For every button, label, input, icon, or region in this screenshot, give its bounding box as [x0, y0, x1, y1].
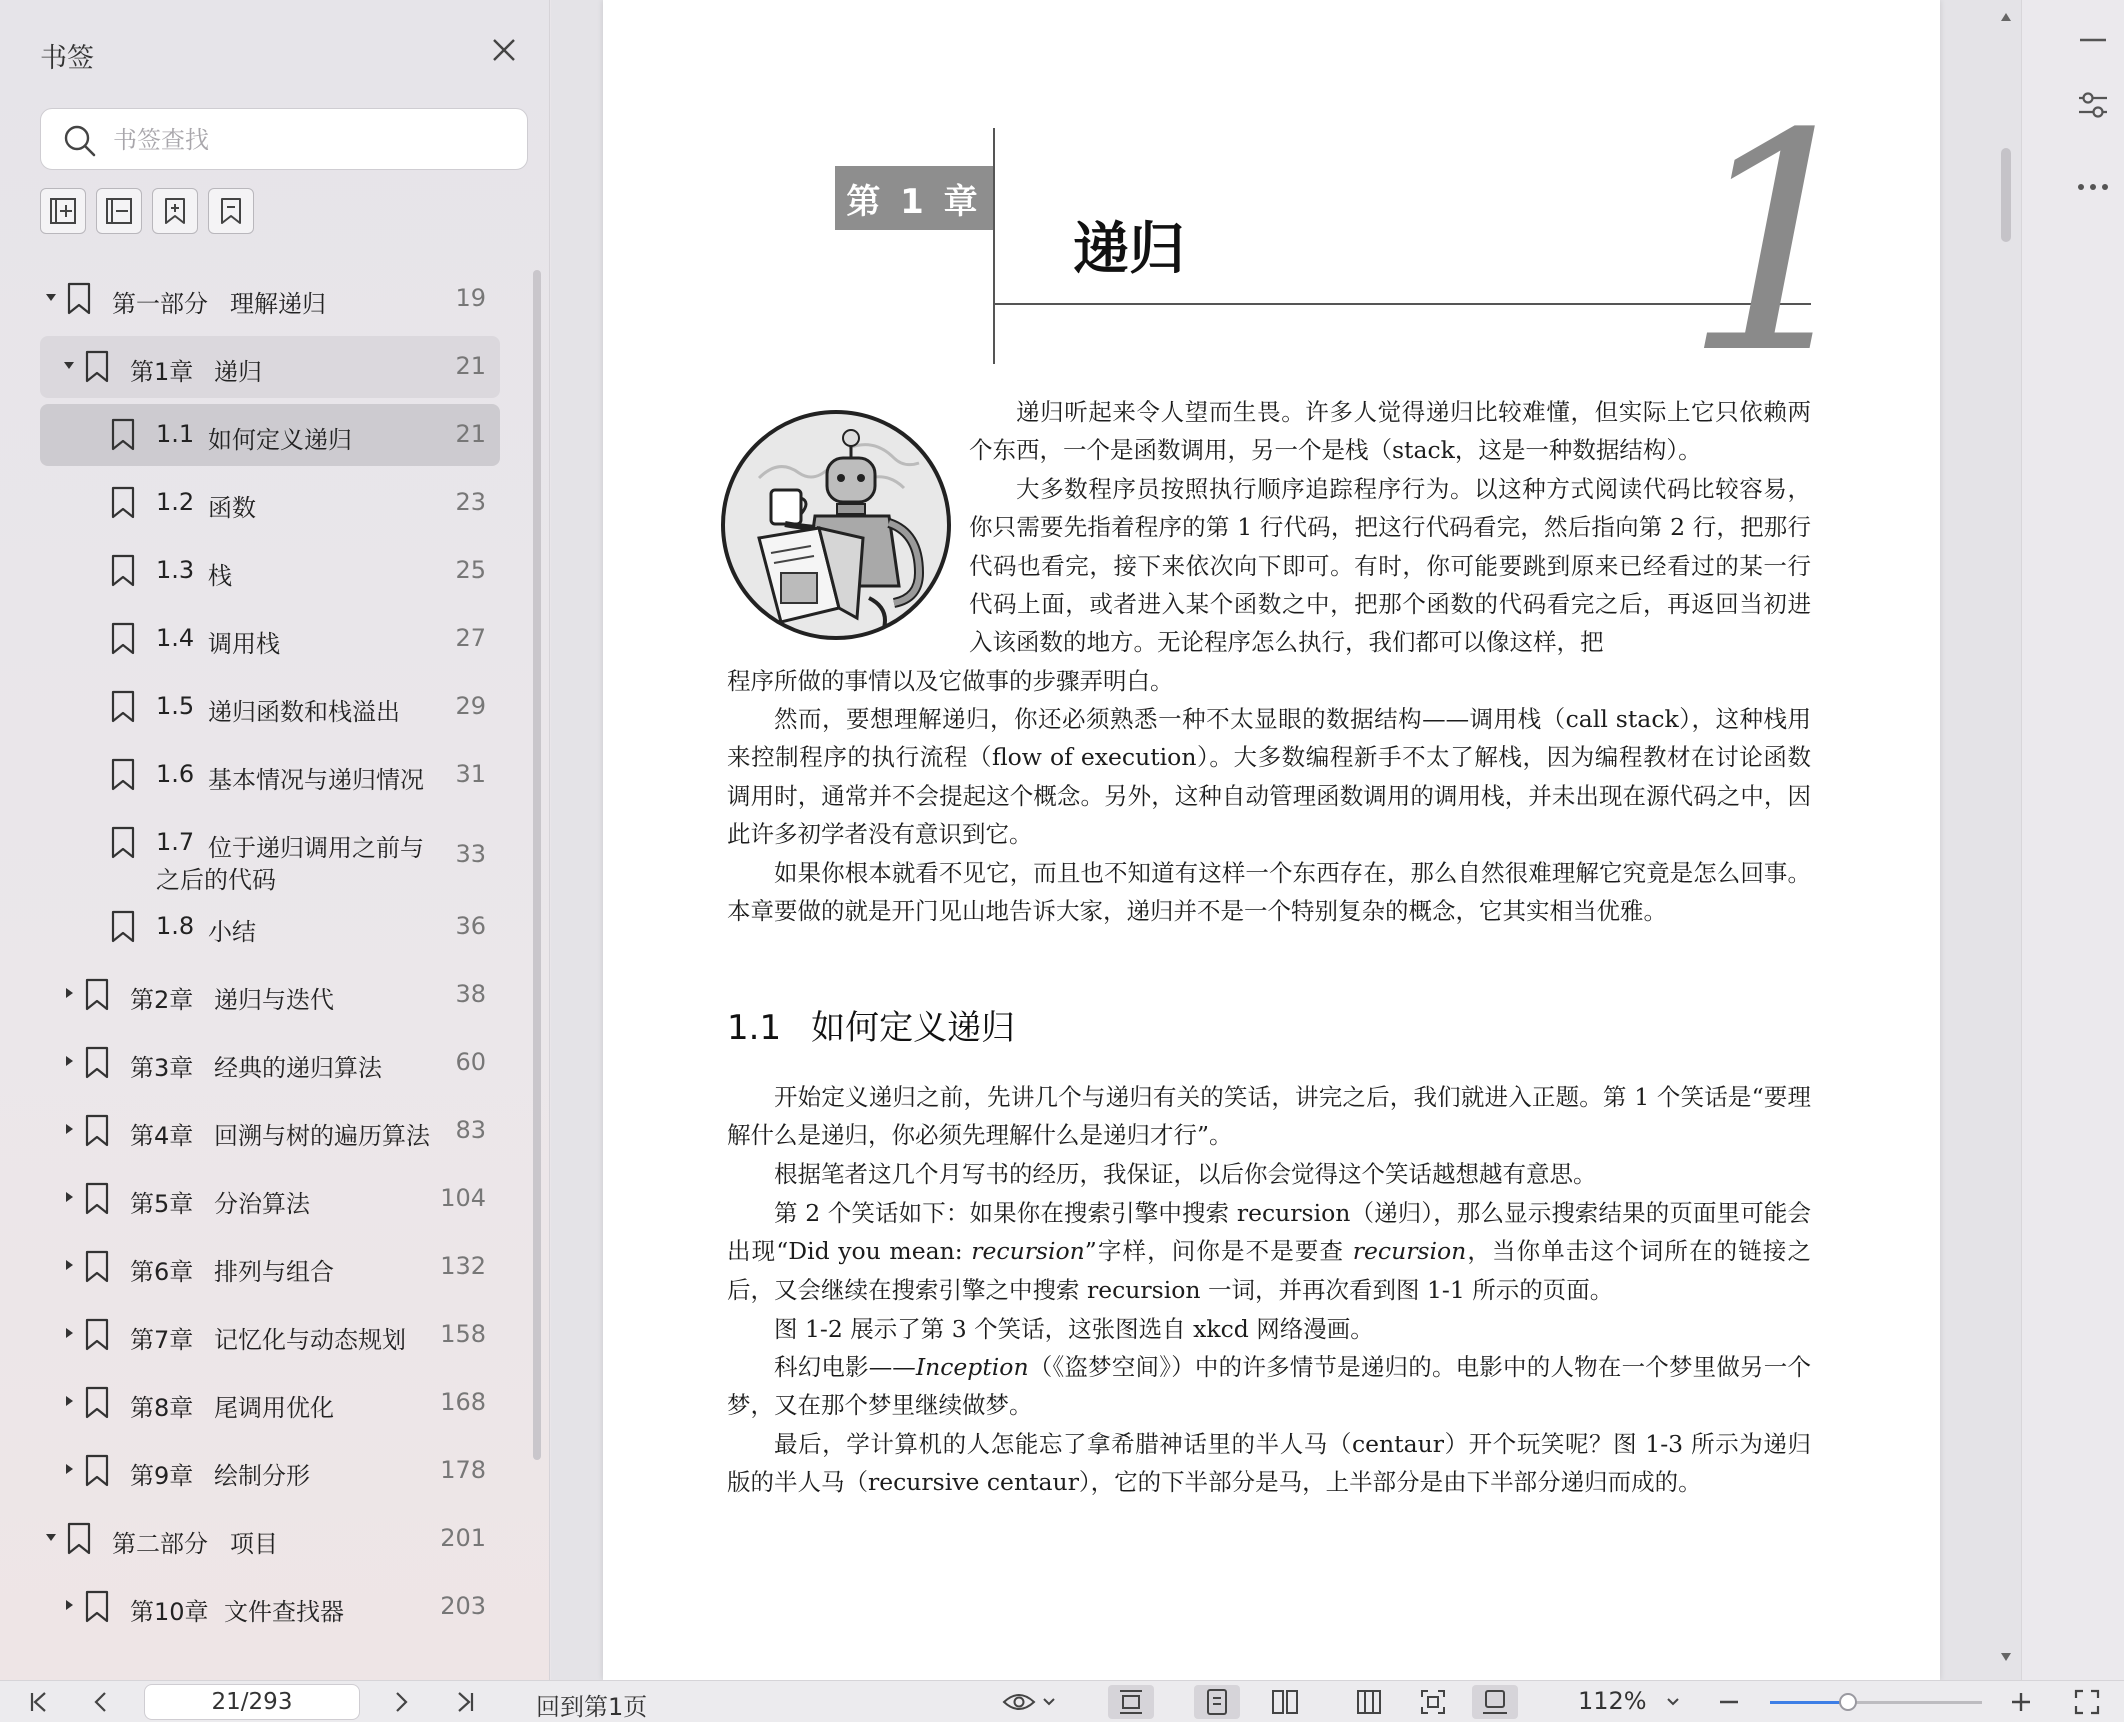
bookmark-page-number: 201: [440, 1524, 486, 1552]
actual-size-button[interactable]: [1472, 1685, 1518, 1719]
bookmark-item[interactable]: [40, 812, 500, 896]
intro-paragraph-2: [969, 470, 1811, 661]
bookmark-item-number: 第1章: [130, 358, 194, 386]
bookmark-item[interactable]: [40, 336, 500, 398]
minus-icon: [1717, 1690, 1741, 1714]
continuous-scroll-button[interactable]: [1108, 1685, 1154, 1719]
bookmark-item-label-continued: 之后的代码: [156, 866, 276, 894]
intro-paragraph-3: 然而，要想理解递归，你还必须熟悉一种不太显眼的数据结构——调用栈（call stack），这种栈用来控制程序的执行流程（flow of execution）。大多数编程新手不太了解栈，因为编程教材在讨论函数调用时，通常并不会提起这个概念。另外，这种自动管理函数调用的调用栈，并未出现在源代码之中，因此许多初学者没有意识到它。: [727, 705, 1811, 848]
sidebar-scrollbar[interactable]: [533, 270, 541, 1460]
fullscreen-button[interactable]: [2070, 1685, 2104, 1719]
bookmark-item-number: 第7章: [130, 1326, 194, 1354]
body-paragraph-4: 图 1-2 展示了第 3 个笑话，这张图选自 xkcd 网络漫画。: [774, 1315, 1374, 1343]
chapter-badge: 第 1 章: [835, 166, 993, 230]
fit-page-icon: [1419, 1688, 1447, 1716]
section-heading: [727, 1000, 1015, 1049]
bookmark-item-number: 1.2: [156, 488, 195, 516]
bookmark-icon: [84, 1318, 110, 1352]
caret-right-icon[interactable]: [62, 1258, 76, 1272]
body-paragraph-5: [727, 1348, 1811, 1425]
body-paragraph-3-b: ”字样，问你是不是要查: [1084, 1237, 1353, 1266]
fit-width-icon: [1355, 1688, 1383, 1716]
bookmark-item-number: 第10章: [130, 1598, 209, 1626]
caret-down-icon[interactable]: [44, 290, 58, 304]
bookmark-item[interactable]: [40, 1372, 500, 1434]
caret-down-icon[interactable]: [44, 1530, 58, 1544]
zoom-slider-fill: [1770, 1701, 1848, 1704]
bookmark-item[interactable]: [40, 540, 500, 602]
collapse-all-icon: [103, 195, 135, 227]
body-paragraph-1: 开始定义递归之前，先讲几个与递归有关的笑话，讲完之后，我们就进入正题。第 1 个笑话是“要理解什么是递归，你必须先理解什么是递归才行”。: [727, 1083, 1811, 1150]
first-page-button[interactable]: [22, 1685, 56, 1719]
chevron-down-icon: [1042, 1697, 1056, 1707]
bookmark-item-label: 项目: [230, 1530, 278, 1558]
bookmark-item-number: 第一部分: [112, 290, 208, 318]
bookmark-item-number: 1.1: [156, 420, 195, 448]
section-title: 如何定义递归: [811, 1008, 1016, 1048]
caret-right-icon[interactable]: [62, 1394, 76, 1408]
bookmark-page-number: 21: [455, 420, 486, 448]
bookmark-page-number: 29: [455, 692, 486, 720]
bookmark-icon: [110, 486, 136, 520]
bookmark-icon: [110, 758, 136, 792]
caret-right-icon[interactable]: [62, 1598, 76, 1612]
chapter-number: 1: [1683, 70, 1874, 419]
actual-size-icon: [1481, 1688, 1509, 1716]
bookmark-icon: [84, 1046, 110, 1080]
bookmark-icon: [84, 1454, 110, 1488]
caret-right-icon[interactable]: [62, 1326, 76, 1340]
fit-page-button[interactable]: [1410, 1685, 1456, 1719]
bookmark-item-number: 1.3: [156, 556, 195, 584]
bookmark-item-label: 递归函数和栈溢出: [208, 698, 400, 726]
bookmark-page-number: 104: [440, 1184, 486, 1212]
bookmark-search-input[interactable]: [113, 119, 513, 161]
bookmark-icon: [110, 910, 136, 944]
intro-paragraph-1-text: 递归听起来令人望而生畏。许多人觉得递归比较难懂，但实际上它只依赖两个东西，一个是函数调用，另一个是栈（stack，这是一种数据结构）。: [969, 398, 1811, 465]
goto-first-page-link[interactable]: 回到第1页: [536, 1693, 648, 1721]
add-bookmark-icon: [159, 195, 191, 227]
bookmark-icon: [110, 554, 136, 588]
document-page: [603, 0, 1940, 1680]
single-page-icon: [1205, 1688, 1229, 1716]
collapse-all-button[interactable]: [96, 188, 142, 234]
bookmark-icon: [110, 690, 136, 724]
bookmark-item-number: 第8章: [130, 1394, 194, 1422]
page-number-input[interactable]: [144, 1684, 360, 1720]
prev-page-button[interactable]: [84, 1685, 118, 1719]
bookmark-item[interactable]: [40, 1440, 500, 1502]
body-paragraph-3-c: ，当你单击这个词所在的链接之后，又会继续在搜索引擎之中搜索 recursion 一词，并再次看到图 1-1 所示的页面。: [727, 1237, 1812, 1304]
bookmark-button[interactable]: [208, 188, 254, 234]
bookmark-item-number: 第5章: [130, 1190, 194, 1218]
bookmark-page-number: 203: [440, 1592, 486, 1620]
bookmark-item-label: 位于递归调用之前与: [208, 834, 424, 862]
last-page-button[interactable]: [448, 1685, 482, 1719]
bookmark-item-number: 第9章: [130, 1462, 194, 1490]
caret-right-icon[interactable]: [62, 1054, 76, 1068]
robot-reading-illustration: [719, 408, 953, 642]
fit-width-button[interactable]: [1346, 1685, 1392, 1719]
bookmark-item-label: 基本情况与递归情况: [208, 766, 424, 794]
two-page-button[interactable]: [1262, 1685, 1308, 1719]
bookmark-page-number: 21: [455, 352, 486, 380]
bookmark-item-label: 栈: [208, 562, 232, 590]
bookmark-item[interactable]: [40, 268, 500, 330]
section-number: 1.1: [727, 1008, 782, 1048]
bookmark-item[interactable]: [40, 608, 500, 670]
bookmark-item-number: 第6章: [130, 1258, 194, 1286]
bookmark-item-label: 经典的递归算法: [214, 1054, 382, 1082]
minimize-icon[interactable]: [2078, 30, 2108, 50]
bookmark-item[interactable]: [40, 744, 500, 806]
continuous-page-icon: [1118, 1688, 1144, 1716]
bookmark-item[interactable]: [40, 1576, 500, 1638]
bookmark-page-number: 31: [455, 760, 486, 788]
body-paragraph-6: 最后，学计算机的人怎能忘了拿希腊神话里的半人马（centaur）开个玩笑呢？图 1-3 所示为递归版的半人马（recursive centaur），它的下半部分是马，上半部分是由下半部分递归而成的。: [727, 1430, 1811, 1497]
scrollbar-thumb[interactable]: [2001, 148, 2011, 242]
bookmark-page-number: 132: [440, 1252, 486, 1280]
zoom-in-button[interactable]: [2004, 1685, 2038, 1719]
caret-right-icon[interactable]: [62, 1122, 76, 1136]
bookmark-item[interactable]: [40, 1168, 500, 1230]
zoom-dropdown[interactable]: [1660, 1685, 1686, 1719]
chapter-divider-vertical: [993, 128, 995, 364]
document-scrollbar[interactable]: [1992, 0, 2020, 1680]
bookmark-item-label: 回溯与树的遍历算法: [214, 1122, 430, 1150]
single-page-button[interactable]: [1194, 1685, 1240, 1719]
bookmark-item-label: 递归与迭代: [214, 986, 334, 1014]
bottom-toolbar: [0, 1680, 2124, 1722]
caret-right-icon[interactable]: [62, 986, 76, 1000]
bookmark-item[interactable]: [40, 1304, 500, 1366]
bookmark-item[interactable]: [40, 676, 500, 738]
bookmark-item-number: 1.6: [156, 760, 195, 788]
bookmark-icon: [110, 418, 136, 452]
bookmark-sidebar: [0, 0, 550, 1680]
bookmark-item-label: 排列与组合: [214, 1258, 334, 1286]
settings-sliders-icon[interactable]: [2076, 88, 2110, 122]
search-icon: [63, 124, 97, 158]
bookmark-page-number: 27: [455, 624, 486, 652]
bookmark-page-number: 60: [455, 1048, 486, 1076]
chevron-down-icon: [1666, 1697, 1680, 1707]
zoom-slider[interactable]: [1770, 1701, 1982, 1704]
intro-paragraph-2-text: 大多数程序员按照执行顺序追踪程序行为。以这种方式阅读代码比较容易，你只需要先指着程序的第 1 行代码，把这行代码看完，然后指向第 2 行，把那行代码也看完，接下来依次向下即可。有时，你可能要跳到原来已经看过的某一行代码上面，或者进入某个函数之中，把那个函数的代码看完之后，再返回当初进入该函数的地方。无论程序怎么执行，我们都可以像这样，把: [969, 475, 1811, 657]
caret-right-icon[interactable]: [62, 1190, 76, 1204]
intro-paragraph-2-tail: 程序所做的事情以及它做事的步骤弄明白。: [727, 667, 1174, 695]
bookmark-icon: [84, 1250, 110, 1284]
bookmark-item-label: 尾调用优化: [214, 1394, 334, 1422]
body-paragraph-5-a: 科幻电影——: [774, 1353, 916, 1381]
bookmark-search-box[interactable]: [40, 108, 528, 170]
bookmark-icon: [84, 978, 110, 1012]
movie-title: Inception: [915, 1353, 1029, 1381]
expand-all-icon: [47, 195, 79, 227]
bookmark-item[interactable]: [40, 1032, 500, 1094]
intro-paragraph-1: [969, 393, 1811, 470]
bookmark-page-number: 83: [455, 1116, 486, 1144]
more-icon[interactable]: [2076, 180, 2110, 194]
bookmark-item-label: 递归: [214, 358, 262, 386]
first-page-icon: [27, 1690, 51, 1714]
bookmark-item-label: 记忆化与动态规划: [214, 1326, 406, 1354]
expand-all-button[interactable]: [40, 188, 86, 234]
caret-down-icon[interactable]: [62, 358, 76, 372]
bookmark-page-number: 168: [440, 1388, 486, 1416]
last-page-icon: [453, 1690, 477, 1714]
intro-paragraph-4: 如果你根本就看不见它，而且也不知道有这样一个东西存在，那么自然很难理解它究竟是怎么回事。本章要做的就是开门见山地告诉大家，递归并不是一个特别复杂的概念，它其实相当优雅。: [727, 859, 1811, 926]
right-toolbar: [2021, 0, 2124, 1680]
bookmark-item-number: 第4章: [130, 1122, 194, 1150]
bookmark-page-number: 23: [455, 488, 486, 516]
two-page-icon: [1271, 1688, 1299, 1716]
close-icon[interactable]: [488, 34, 520, 66]
zoom-slider-handle[interactable]: [1839, 1693, 1857, 1711]
bookmark-icon: [215, 195, 247, 227]
view-mode-dropdown[interactable]: [998, 1685, 1060, 1719]
bookmark-item-label: 绘制分形: [214, 1462, 310, 1490]
body-paragraph-3-a: 第 2 个笑话如下：如果你在搜索引擎中搜索 recursion（递归），那么显示搜索结果的页面里可能会出现“Did you mean:: [727, 1199, 1811, 1266]
bookmark-icon: [84, 350, 110, 384]
bookmark-page-number: 158: [440, 1320, 486, 1348]
bookmark-page-number: 25: [455, 556, 486, 584]
bookmark-item[interactable]: [40, 404, 500, 466]
bookmark-icon: [84, 1590, 110, 1624]
scroll-down-icon[interactable]: [2000, 1652, 2012, 1662]
bookmark-item[interactable]: [40, 1100, 500, 1162]
bookmark-item-number: 第2章: [130, 986, 194, 1014]
plus-icon: [2009, 1690, 2033, 1714]
bookmark-page-number: 33: [455, 840, 486, 868]
zoom-level[interactable]: 112%: [1578, 1687, 1647, 1715]
bookmark-icon: [110, 622, 136, 656]
eye-icon: [1002, 1690, 1036, 1714]
bookmark-item-number: 第二部分: [112, 1530, 208, 1558]
bookmark-item-label: 理解递归: [230, 290, 326, 318]
bookmark-icon: [84, 1386, 110, 1420]
bookmark-icon: [110, 826, 136, 860]
chevron-left-icon: [89, 1690, 113, 1714]
scroll-up-icon[interactable]: [2000, 12, 2012, 22]
bookmark-item-label: 小结: [208, 918, 256, 946]
bookmark-page-number: 38: [455, 980, 486, 1008]
zoom-out-button[interactable]: [1712, 1685, 1746, 1719]
bookmark-item-label: 调用栈: [208, 630, 280, 658]
document-viewport: [551, 0, 2021, 1680]
bookmark-page-number: 36: [455, 912, 486, 940]
bookmark-icon: [66, 1522, 92, 1556]
chapter-title: 递归: [1073, 217, 1185, 282]
bookmark-icon: [66, 282, 92, 316]
bookmark-page-number: 178: [440, 1456, 486, 1484]
bookmark-item[interactable]: [40, 1508, 500, 1570]
bookmark-item-label: 分治算法: [214, 1190, 310, 1218]
caret-right-icon[interactable]: [62, 1462, 76, 1476]
chevron-right-icon: [389, 1690, 413, 1714]
bookmark-item[interactable]: [40, 472, 500, 534]
italic-term: recursion: [971, 1237, 1085, 1266]
bookmark-item-label: 文件查找器: [224, 1598, 344, 1626]
bookmark-item[interactable]: [40, 964, 500, 1026]
bookmark-item[interactable]: [40, 896, 500, 958]
body-paragraph-5-b: （《盗梦空间》）中的许多情节是递归的。电影中的人物在一个梦里做另一个梦，又在那个梦里继续做梦。: [727, 1353, 1811, 1420]
bookmark-icon: [84, 1114, 110, 1148]
add-bookmark-button[interactable]: [152, 188, 198, 234]
bookmark-item-label: 如何定义递归: [208, 426, 352, 454]
fullscreen-icon: [2074, 1689, 2100, 1715]
bookmark-item-number: 1.5: [156, 692, 195, 720]
bookmark-item-number: 1.7: [156, 828, 195, 856]
body-paragraph-3: [727, 1194, 1811, 1309]
bookmark-icon: [84, 1182, 110, 1216]
bookmark-item-number: 第3章: [130, 1054, 194, 1082]
sidebar-title: 书签: [40, 43, 94, 74]
bookmark-item-number: 1.8: [156, 912, 195, 940]
bookmark-item[interactable]: [40, 1236, 500, 1298]
italic-term: recursion: [1352, 1237, 1467, 1266]
body-paragraph-2: 根据笔者这几个月写书的经历，我保证，以后你会觉得这个笑话越想越有意思。: [774, 1160, 1597, 1188]
bookmark-item-label: 函数: [208, 494, 256, 522]
bookmark-item-number: 1.4: [156, 624, 195, 652]
bookmark-page-number: 19: [455, 284, 486, 312]
next-page-button[interactable]: [384, 1685, 418, 1719]
